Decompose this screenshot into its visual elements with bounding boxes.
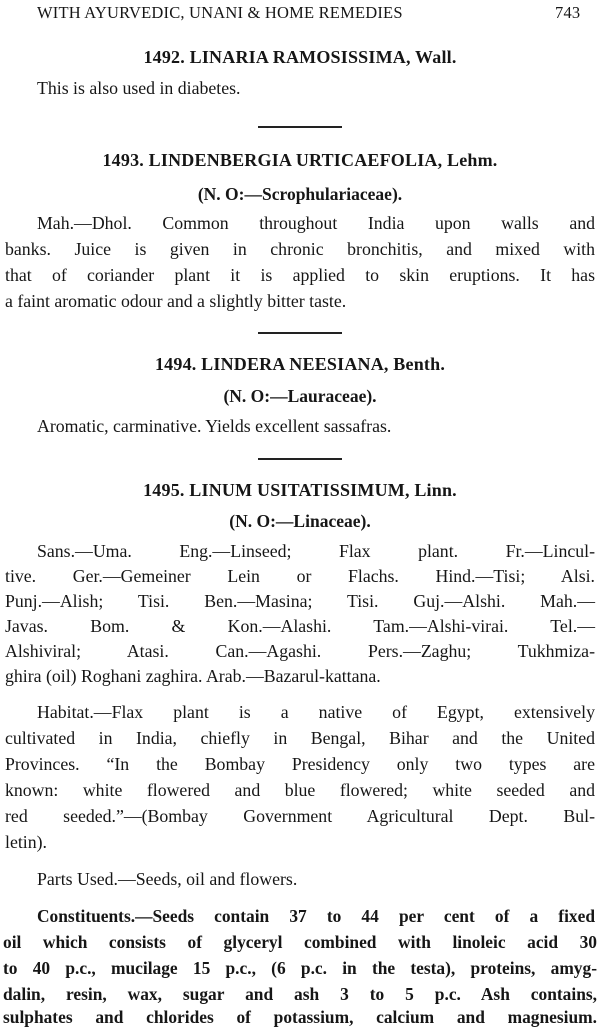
vernacular-names-line: Sans.—Uma. Eng.—Linseed; Flax plant. Fr.—Lincul-	[37, 541, 595, 561]
habitat-line: cultivated in India, chiefly in Bengal, Bihar and the United	[5, 728, 595, 748]
parts-used-line: Parts Used.—Seeds, oil and flowers.	[37, 869, 298, 889]
entry-heading-1492: 1492. LINARIA RAMOSISSIMA, Wall.	[143, 47, 457, 67]
natural-order-1493: (N. O:—Scrophulariaceae).	[197, 184, 403, 204]
running-title: WITH AYURVEDIC, UNANI & HOME REMEDIES	[37, 3, 403, 22]
natural-order-1495: (N. O:—Linaceae).	[229, 511, 371, 531]
constituents-line: to 40 p.c., mucilage 15 p.c., (6 p.c. in the testa), proteins, amyg-	[3, 958, 597, 978]
text-line: a faint aromatic odour and a slightly bitter taste.	[5, 291, 347, 311]
vernacular-names-line: tive. Ger.—Gemeiner Lein or Flachs. Hind.—Tisi; Alsi.	[5, 566, 595, 586]
habitat-line: known: white flowered and blue flowered; white seeded and	[5, 780, 595, 800]
constituents-line: sulphates and chlorides of potassium, calcium and magnesium.	[3, 1007, 597, 1027]
entry-heading-1493: 1493. LINDENBERGIA URTICAEFOLIA, Lehm.	[102, 150, 498, 170]
vernacular-names-line: Javas. Bom. & Kon.—Alashi. Tam.—Alshi-virai. Tel.—	[5, 616, 595, 636]
entry-heading-1495: 1495. LINUM USITATISSIMUM, Linn.	[143, 480, 457, 500]
habitat-line: red seeded.”—(Bombay Government Agricultural Dept. Bul-	[5, 806, 595, 826]
entry-text-1494: Aromatic, carminative. Yields excellent sassafras.	[37, 416, 392, 436]
natural-order-1494: (N. O:—Lauraceae).	[223, 386, 377, 406]
text-line: banks. Juice is given in chronic bronchitis, and mixed with	[5, 239, 595, 259]
constituents-line: dalin, resin, wax, sugar and ash 3 to 5 p.c. Ash contains,	[3, 984, 597, 1004]
entry-heading-1494: 1494. LINDERA NEESIANA, Benth.	[154, 354, 446, 374]
habitat-line: Habitat.—Flax plant is a native of Egypt, extensively	[37, 702, 595, 722]
section-divider	[258, 332, 342, 334]
vernacular-names-line: ghira (oil) Roghani zaghira. Arab.—Bazarul-kattana.	[5, 666, 381, 686]
text-line: that of coriander plant it is applied to skin eruptions. It has	[5, 265, 595, 285]
section-divider	[258, 458, 342, 460]
page-number: 743	[555, 3, 581, 22]
text-line: Mah.—Dhol. Common throughout India upon walls and	[37, 213, 595, 233]
running-header	[0, 2, 600, 26]
habitat-line: letin).	[5, 832, 47, 852]
constituents-line: Constituents.—Seeds contain 37 to 44 per cent of a fixed	[37, 906, 595, 926]
entry-text-1492: This is also used in diabetes.	[37, 78, 241, 98]
section-divider	[258, 126, 342, 128]
vernacular-names-line: Punj.—Alish; Tisi. Ben.—Masina; Tisi. Guj.—Alshi. Mah.—	[5, 591, 595, 611]
constituents-line: oil which consists of glyceryl combined with linoleic acid 30	[3, 932, 597, 952]
vernacular-names-line: Alshiviral; Atasi. Can.—Agashi. Pers.—Zaghu; Tukhmiza-	[5, 641, 595, 661]
habitat-line: Provinces. “In the Bombay Presidency only two types are	[5, 754, 595, 774]
